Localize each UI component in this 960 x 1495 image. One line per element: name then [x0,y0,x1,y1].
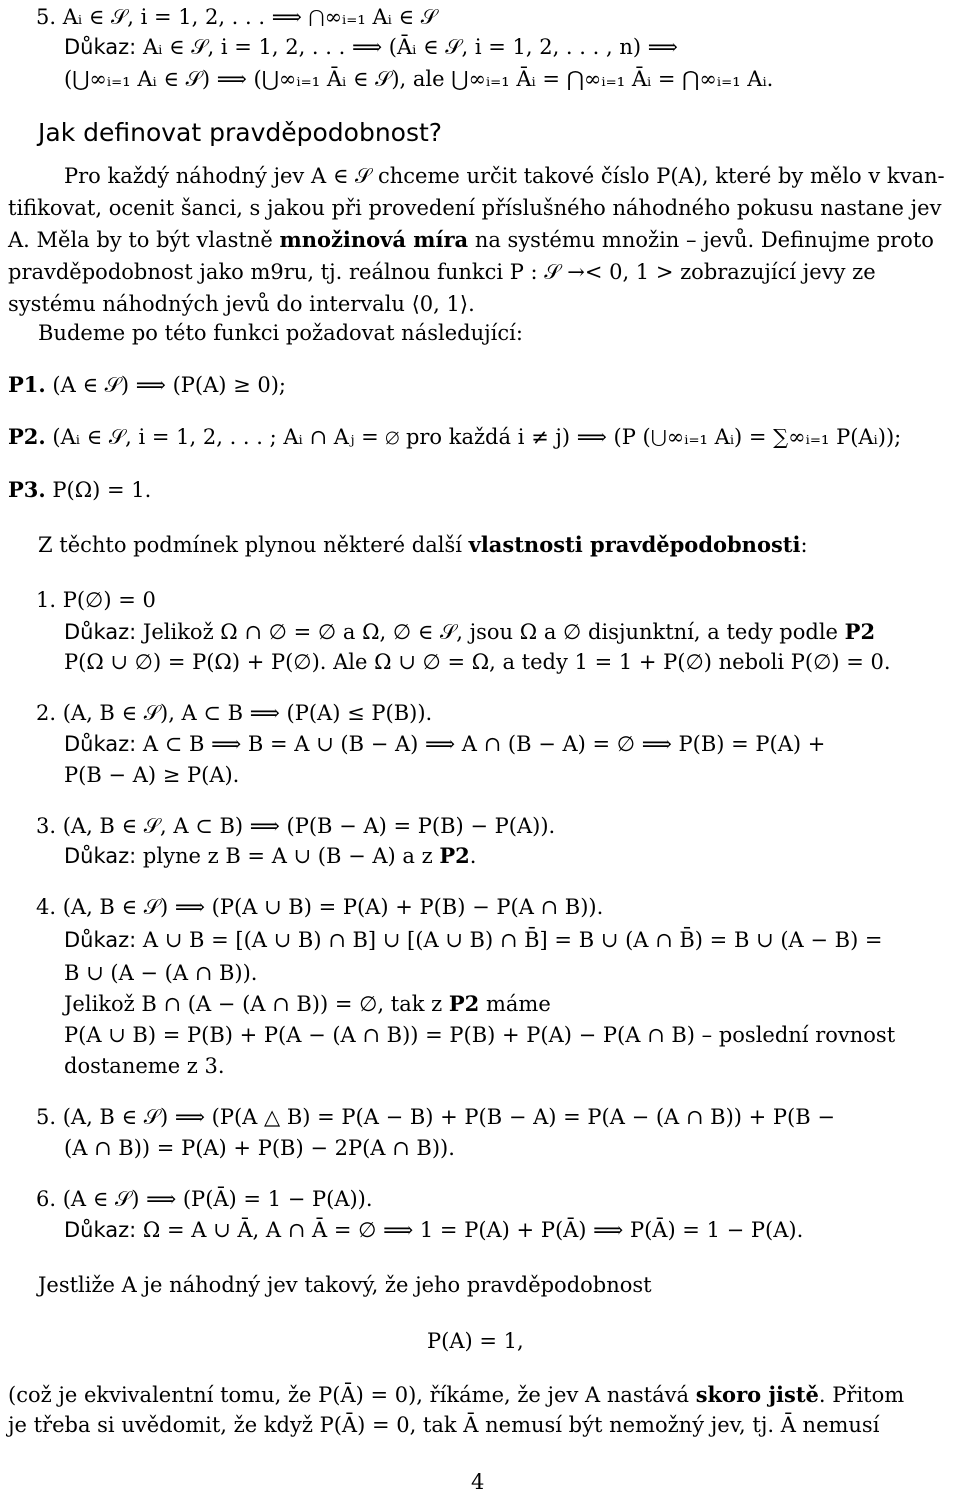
intro-line-2: tifikovat, ocenit šanci, s jakou při provedení příslušného náhodného pokusu nastane jev [8,196,942,220]
property-3-proof [64,843,476,869]
intro-line-1: Pro každý náhodný jev A ∈ 𝒮 chceme určit takové číslo P(A), které by mělo v kvan- [64,164,945,188]
properties-intro-text: Z těchto podmínek plynou některé další [38,533,469,557]
intro-line-3-bold: množinová míra [279,227,469,252]
proof-bold: P2 [844,619,876,644]
property-4-proof-line-5: dostaneme z 3. [64,1054,225,1078]
closing-formula: P(A) = 1, [427,1329,524,1353]
item-5-proof-line-2: (⋃∞ᵢ₌₁ Aᵢ ∈ 𝒮) ⟹ (⋃∞ᵢ₌₁ Āᵢ ∈ 𝒮), ale ⋃∞ᵢ₌₁ Āᵢ = ⋂∞ᵢ₌₁ Āᵢ = ⋂∞ᵢ₌₁ Aᵢ. [64,67,774,91]
closing-line-2-end: . Přitom [818,1383,905,1407]
intro-line-6: Budeme po této funkci požadovat následující: [38,321,523,345]
property-3-statement: 3. (A, B ∈ 𝒮, A ⊂ B) ⟹ (P(B − A) = P(B) − P(A)). [36,814,556,838]
closing-line-2 [8,1382,904,1408]
intro-line-5: systému náhodných jevů do intervalu ⟨0, 1⟩. [8,292,475,316]
property-6-statement: 6. (A ∈ 𝒮) ⟹ (P(Ā) = 1 − P(A)). [36,1187,373,1211]
proof-text-end: máme [479,992,551,1016]
proof-label: Důkaz: [64,35,137,59]
section-title: Jak definovat pravděpodobnost? [38,118,443,147]
property-2-statement: 2. (A, B ∈ 𝒮), A ⊂ B ⟹ (P(A) ≤ P(B)). [36,701,433,725]
intro-line-3-text-b: na systému množin – jevů. Definujme proto [468,228,934,252]
proof-text: A ⊂ B ⟹ B = A ∪ (B − A) ⟹ A ∩ (B − A) = ∅ ⟹ P(B) = P(A) + [136,732,826,756]
property-4-proof-line-3 [64,991,551,1017]
proof-label: Důkaz: [64,1218,137,1242]
property-4-statement: 4. (A, B ∈ 𝒮) ⟹ (P(A ∪ B) = P(A) + P(B) − P(A ∩ B)). [36,895,604,919]
closing-line-3: je třeba si uvědomit, že když P(Ā) = 0, tak Ā nemusí být nemožný jev, tj. Ā nemusí [8,1413,880,1437]
proof-text: plyne z B = A ∪ (B − A) a z [136,844,440,868]
axiom-text: P(Ω) = 1. [52,478,152,502]
proof-label: Důkaz: [64,620,137,644]
item-5-statement: 5. Aᵢ ∈ 𝒮, i = 1, 2, . . . ⟹ ⋂∞ᵢ₌₁ Aᵢ ∈ 𝒮 [36,5,437,29]
properties-intro [38,532,808,558]
property-1-statement: 1. P(∅) = 0 [36,588,156,612]
axiom-text: (Aᵢ ∈ 𝒮, i = 1, 2, . . . ; Aᵢ ∩ Aⱼ = ∅ pro každá i ≠ j) ⟹ (P (⋃∞ᵢ₌₁ Aᵢ) = ∑∞ᵢ₌₁ P(Aᵢ)); [52,425,902,449]
intro-line-3 [8,227,934,253]
properties-intro-bold: vlastnosti pravděpodobnosti [468,532,801,557]
proof-text: Jelikož Ω ∩ ∅ = ∅ a Ω, ∅ ∈ 𝒮, jsou Ω a ∅ disjunktní, a tedy podle [136,620,845,644]
property-1-proof-line-1 [64,619,875,645]
item-5-proof-line-1 [64,34,678,60]
page-number: 4 [471,1470,485,1494]
axiom-label: P1. [8,372,46,397]
property-6-proof [64,1217,803,1243]
proof-label: Důkaz: [64,928,137,952]
property-2-proof-line-2: P(B − A) ≥ P(A). [64,763,240,787]
proof-text-end: . [469,844,477,868]
property-4-proof-line-2: B ∪ (A − (A ∩ B)). [64,961,258,985]
proof-text: Ω = A ∪ Ā, A ∩ Ā = ∅ ⟹ 1 = P(A) + P(Ā) ⟹ P(Ā) = 1 − P(A). [136,1218,804,1242]
property-2-proof-line-1 [64,731,825,757]
proof-text: A ∪ B = [(A ∪ B) ∩ B] ∪ [(A ∪ B) ∩ B̄] = B ∪ (A ∩ B̄) = B ∪ (A − B) = [136,928,883,952]
closing-line-2-text: (což je ekvivalentní tomu, že P(Ā) = 0), říkáme, že jev A nastává [8,1383,696,1407]
axiom-p1 [8,372,286,398]
intro-line-3-text-a: A. Měla by to být vlastně [8,228,280,252]
intro-line-4: pravděpodobnost jako m9ru, tj. reálnou funkci P : 𝒮 →< 0, 1 > zobrazující jevy ze [8,260,876,284]
axiom-label: P3. [8,477,46,502]
axiom-p3 [8,477,151,503]
axiom-p2 [8,424,901,450]
proof-label: Důkaz: [64,844,137,868]
proof-bold: P2 [439,843,470,868]
property-5-line-2: (A ∩ B)) = P(A) + P(B) − 2P(A ∩ B)). [64,1136,455,1160]
property-1-proof-line-2: P(Ω ∪ ∅) = P(Ω) + P(∅). Ale Ω ∪ ∅ = Ω, a tedy 1 = 1 + P(∅) neboli P(∅) = 0. [64,650,891,674]
axiom-label: P2. [8,424,46,449]
proof-bold: P2 [448,991,480,1016]
property-5-line-1: 5. (A, B ∈ 𝒮) ⟹ (P(A △ B) = P(A − B) + P(B − A) = P(A − (A ∩ B)) + P(B − [36,1105,835,1129]
closing-line-2-bold: skoro jistě [695,1382,819,1407]
proof-label: Důkaz: [64,732,137,756]
axiom-text: (A ∈ 𝒮) ⟹ (P(A) ≥ 0); [52,373,287,397]
properties-intro-colon: : [800,533,808,557]
closing-line-1: Jestliže A je náhodný jev takový, že jeho pravděpodobnost [38,1273,652,1297]
property-4-proof-line-1 [64,927,883,953]
property-4-proof-line-4: P(A ∪ B) = P(B) + P(A − (A ∩ B)) = P(B) + P(A) − P(A ∩ B) – poslední rovnost [64,1023,896,1047]
proof-text: Aᵢ ∈ 𝒮, i = 1, 2, . . . ⟹ (Āᵢ ∈ 𝒮, i = 1, 2, . . . , n) ⟹ [142,35,678,59]
proof-text: Jelikož B ∩ (A − (A ∩ B)) = ∅, tak z [64,992,449,1016]
